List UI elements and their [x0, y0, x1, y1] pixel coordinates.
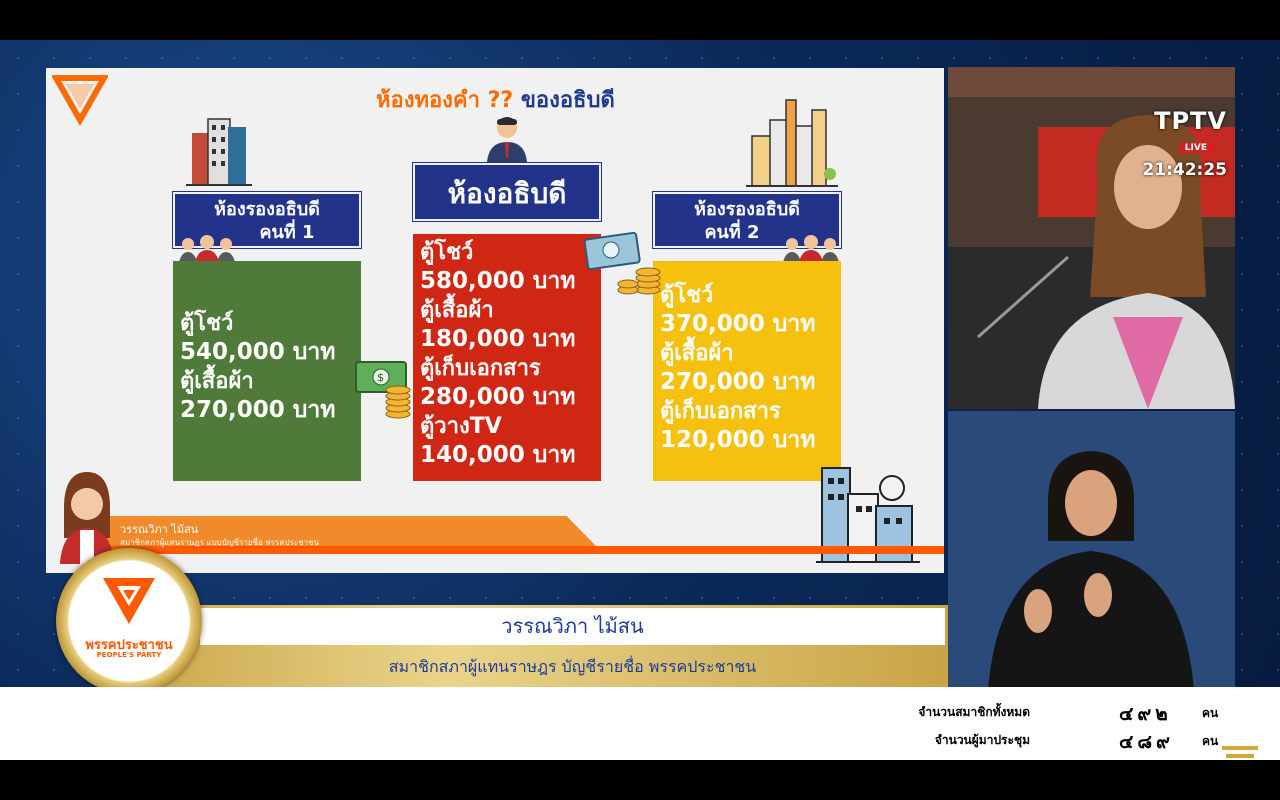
party-name-english: PEOPLE'S PARTY — [96, 651, 162, 659]
broadcast-frame — [0, 40, 1280, 760]
item-value: 580,000 บาท — [420, 268, 576, 294]
item-label: ตู้วางTV — [420, 414, 502, 439]
money-coins-icon — [354, 356, 422, 420]
header-deputy-1-line1: ห้องรองอธิบดี — [214, 199, 320, 220]
item-value: 180,000 บาท — [420, 326, 576, 352]
slide-speaker-name: วรรณวิภา ไม้สน — [120, 523, 199, 536]
channel-emblem-icon — [1222, 746, 1258, 760]
item-value: 120,000 บาท — [660, 427, 816, 453]
panel-deputy-2-costs — [653, 261, 841, 481]
building-icon — [186, 113, 252, 187]
party-logo-icon — [99, 574, 159, 630]
money-coins-icon — [584, 228, 664, 298]
slide-speaker-role: สมาชิกสภาผู้แทนราษฎร แบบบัญชีรายชื่อ พรรคประชาชน — [120, 538, 320, 547]
item-label: ตู้เสื้อผ้า — [420, 298, 494, 323]
item-value: 270,000 บาท — [180, 397, 336, 423]
speaker-camera-feed — [948, 67, 1235, 409]
panel-director-costs — [413, 234, 601, 481]
header-deputy-2-line1: ห้องรองอธิบดี — [694, 199, 800, 220]
channel-logo: TPTV — [1154, 107, 1227, 135]
total-members-unit: คน — [1202, 706, 1219, 720]
sign-language-feed — [948, 411, 1235, 691]
total-members-label: จำนวนสมาชิกทั้งหมด — [918, 705, 1030, 719]
panel-deputy-1-costs — [173, 261, 361, 481]
party-name-thai: พรรคประชาชน — [85, 638, 173, 653]
party-logo-icon — [52, 72, 108, 128]
item-value: 280,000 บาท — [420, 384, 576, 410]
item-label: ตู้โชว์ — [420, 240, 474, 265]
lower-third-speaker-role: สมาชิกสภาผู้แทนราษฎร บัญชีรายชื่อ พรรคประชาชน — [388, 657, 757, 676]
total-members-value: ๔๙๒ — [1119, 703, 1172, 725]
header-deputy-1-line2: คนที่ 1 — [259, 222, 315, 243]
broadcast-clock: 21:42:25 — [1142, 160, 1227, 180]
present-members-label: จำนวนผู้มาประชุม — [934, 733, 1030, 747]
header-deputy-2-line2: คนที่ 2 — [704, 222, 760, 243]
item-label: ตู้เสื้อผ้า — [660, 341, 734, 366]
lower-third-speaker-name: วรรณวิภา ไม้สน — [501, 614, 644, 638]
item-label: ตู้โชว์ — [180, 311, 234, 336]
sign-interpreter-video-icon — [948, 411, 1235, 691]
director-person-icon — [483, 114, 531, 162]
item-value: 270,000 บาท — [660, 369, 816, 395]
item-label: ตู้เสื้อผ้า — [180, 369, 254, 394]
item-label: ตู้เก็บเอกสาร — [420, 356, 541, 381]
member-count-bar — [0, 687, 1280, 760]
city-skyline-icon — [746, 96, 838, 188]
slide-title-part2: ของอธิบดี — [520, 88, 615, 113]
total-members-row — [918, 699, 1246, 725]
present-members-value: ๔๘๙ — [1119, 731, 1174, 753]
slide-title-part1: ห้องทองคำ ?? — [376, 88, 514, 113]
present-members-row — [934, 727, 1246, 753]
item-value: 540,000 บาท — [180, 339, 336, 365]
item-label: ตู้โชว์ — [660, 283, 714, 308]
live-badge: LIVE — [1179, 143, 1213, 153]
party-badge — [56, 548, 202, 694]
slide-speaker-caption — [120, 523, 319, 549]
item-label: ตู้เก็บเอกสาร — [660, 399, 781, 424]
presentation-slide — [46, 68, 944, 573]
present-members-unit: คน — [1202, 734, 1219, 748]
header-director: ห้องอธิบดี — [413, 163, 601, 221]
channel-overlay — [1142, 107, 1227, 180]
svg-text:$: $ — [377, 371, 384, 384]
slide-title — [376, 82, 615, 117]
item-value: 140,000 บาท — [420, 442, 576, 468]
item-value: 370,000 บาท — [660, 311, 816, 337]
